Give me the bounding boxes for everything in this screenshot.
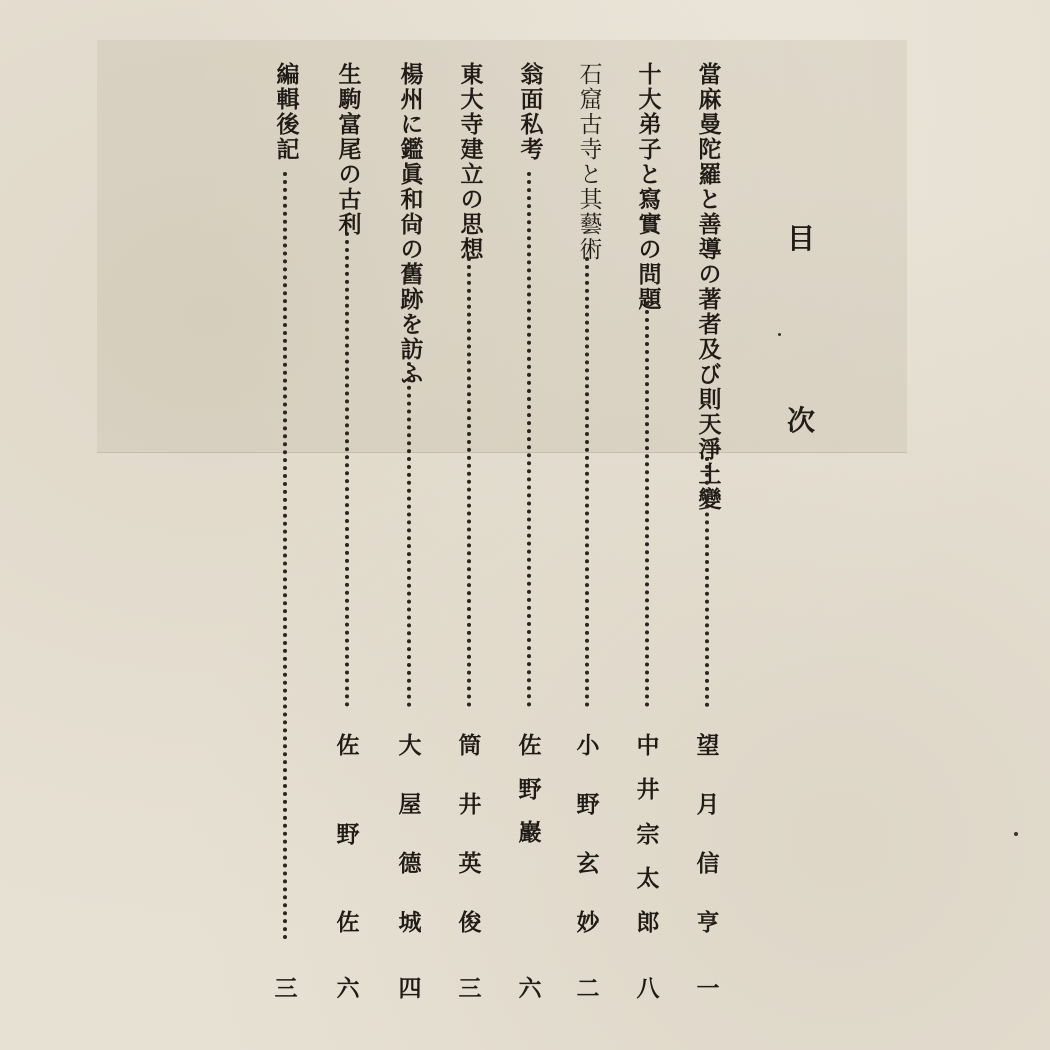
author-char: 屋	[398, 791, 422, 818]
author-char: 城	[398, 909, 422, 936]
author-char: 佐	[336, 732, 360, 759]
entry-author	[628, 734, 668, 934]
entry-page-number: 六	[336, 975, 360, 1002]
entry-title: 生駒富尾の古利	[334, 62, 362, 237]
author-char: 野	[336, 820, 360, 848]
toc-entry[interactable]	[568, 62, 608, 1022]
entry-title: 十大弟子と寫實の問題	[634, 62, 662, 312]
author-char: 俊	[458, 909, 482, 936]
entry-title: 當麻曼陀羅と善導の著者及び則天淨土變	[694, 62, 722, 512]
author-char: 井	[458, 791, 482, 818]
author-char: 妙	[576, 909, 600, 936]
author-char: 野	[518, 775, 542, 803]
author-char: 佐	[518, 732, 542, 759]
entry-page-number: 二	[576, 975, 600, 1002]
paper-speck	[778, 333, 781, 336]
dot-leader	[585, 257, 589, 707]
dot-leader	[527, 172, 531, 707]
entry-title: 楊州に鑑眞和尙の舊跡を訪ふ	[396, 62, 424, 387]
toc-heading	[778, 222, 824, 437]
entry-author	[328, 734, 368, 934]
dot-leader	[705, 457, 709, 707]
toc-entry[interactable]	[510, 62, 550, 1022]
toc-entry[interactable]	[628, 62, 668, 1022]
toc-entry[interactable]	[266, 62, 306, 1022]
toc-entry[interactable]	[688, 62, 728, 1022]
dot-leader	[345, 232, 349, 707]
heading-char-2: 次	[786, 404, 815, 437]
entry-page-number: 四	[398, 975, 422, 1002]
author-char: 中	[636, 732, 660, 759]
entry-author	[568, 734, 608, 934]
entry-page-number: 八	[636, 975, 660, 1002]
author-char: 筒	[458, 732, 482, 759]
author-char: 英	[458, 850, 482, 877]
entry-title: 翁面私考	[516, 62, 544, 162]
author-char: 太	[636, 864, 660, 892]
author-char: 佐	[336, 909, 360, 936]
paper-speck	[1014, 832, 1018, 836]
author-char: 巖	[518, 819, 542, 846]
entry-page-number: 三	[274, 975, 298, 1002]
entry-page-number: 三	[458, 975, 482, 1002]
entry-title: 石窟古寺と其藝術	[575, 62, 602, 262]
toc-entry[interactable]	[450, 62, 490, 1022]
author-char: 亨	[696, 909, 720, 936]
author-char: 小	[576, 732, 600, 759]
author-char: 德	[398, 850, 422, 877]
author-char: 郎	[636, 909, 660, 936]
dot-leader	[283, 172, 287, 940]
entry-page-number: 一	[696, 975, 720, 1002]
author-char: 月	[696, 791, 720, 818]
entry-author	[510, 734, 550, 844]
author-char: 野	[576, 791, 600, 818]
entry-page-number: 六	[518, 975, 542, 1002]
author-char: 大	[398, 732, 422, 759]
author-char: 玄	[576, 850, 600, 877]
entry-author	[450, 734, 490, 934]
toc-entry[interactable]	[390, 62, 430, 1022]
heading-char-1: 目	[786, 222, 815, 255]
author-char: 望	[696, 732, 720, 759]
dot-leader	[407, 362, 411, 707]
entry-title: 編輯後記	[272, 62, 300, 162]
author-char: 井	[636, 776, 660, 804]
entry-title: 東大寺建立の思想	[456, 62, 484, 262]
dot-leader	[467, 257, 471, 707]
entry-author	[688, 734, 728, 934]
author-char: 信	[696, 850, 720, 877]
entry-author	[390, 734, 430, 934]
toc-entry[interactable]	[328, 62, 368, 1022]
author-char: 宗	[636, 820, 660, 848]
dot-leader	[645, 302, 649, 707]
